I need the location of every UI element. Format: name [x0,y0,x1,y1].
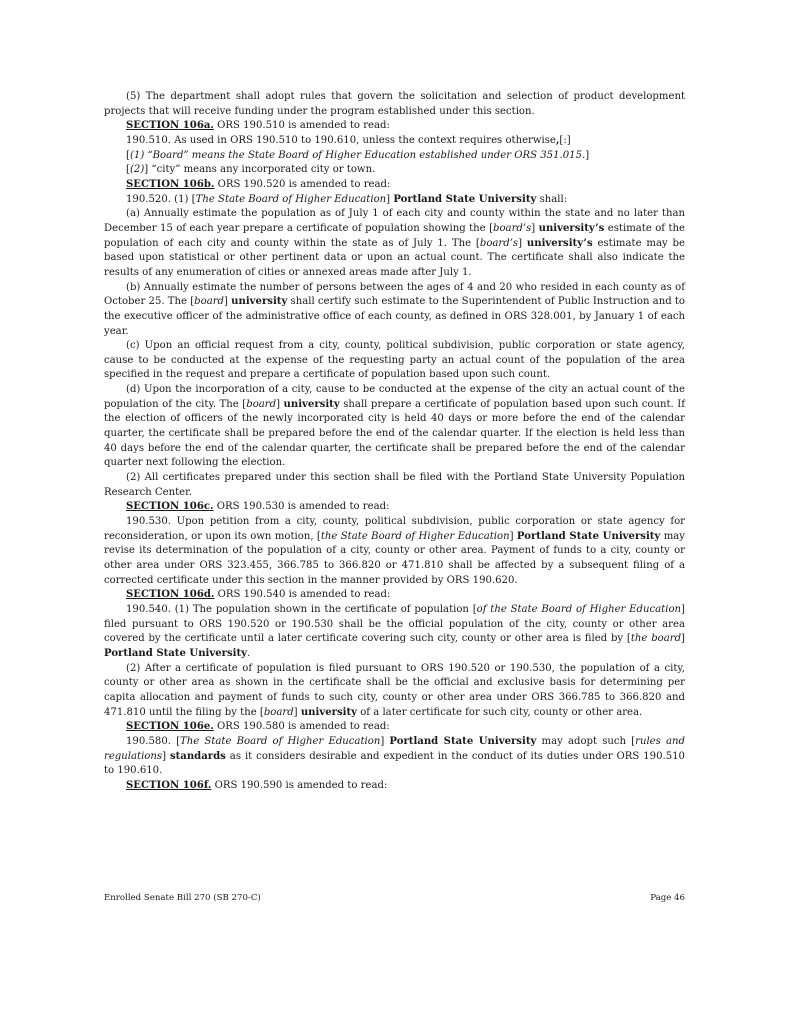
page-footer [104,893,685,903]
inserted-text: Portland State University [389,735,537,747]
text: 190.540. (1) The population shown in the certificate of population [ [126,603,477,615]
inserted-text: university’s [526,237,593,249]
text: may adopt such [ [536,735,636,747]
text: 190.580. [ [126,735,181,747]
inserted-text: Portland State University [393,193,537,205]
bill-name: Enrolled Senate Bill 270 (SB 270-C) [104,893,261,903]
text: may revise its determination of the population of a city, county or other area. Payment of funds to a city, county or other area under ORS 323.455, 366.785 to 366.820 or 471.810 shall be affected by a subsequent filing of a corrected certificate under this section in the manner provided by ORS 190.620. [104,530,685,586]
section-106e-intro: ORS 190.580 is amended to read: [213,721,390,733]
paragraph-190540-2: (2) After a certificate of population is filed pursuant to ORS 190.520 or 190.530, the population of a city, county or other area as shown in the certificate shall be the official and exclusive basis for determining per capita allocation and payment of funds to such city, county or other area under ORS 366.785 to 366.820 and 471.810 until the filing by the [board] university of a later certificate for such city, county or other area. [104,662,685,718]
section-106d-heading [104,588,685,603]
section-106b-heading [104,178,685,193]
deleted-text: the board [630,633,682,645]
paragraph-190520-a: (a) Annually estimate the population as of July 1 of each city and county within the state and no later than December 15 of each year prepare a certificate of population showing the [board’s] university’s estimate of the population of each city and county within the state as of July 1. The [board’s] university’s estimate may be based upon statistical or other pertinent data or upon an actual count. The certificate shall also indicate the results of any enumeration of cities or annexed areas made after July 1. [104,208,685,278]
paragraph-190520: 190.520. (1) [The State Board of Higher Education] Portland State University shall: [126,193,568,205]
deleted-text: The State Board of Higher Education [195,193,387,205]
text: 190.520. (1) [ [126,193,196,205]
text: [:] [559,134,571,146]
section-106c-heading [104,500,685,515]
section-106d-label: SECTION 106d. [126,589,215,601]
paragraph-190510: 190.510. As used in ORS 190.510 to 190.610, unless the context requires otherwise,[:] [126,134,571,146]
text: shall prepare a certificate of population based upon such count. If the election of officers of the newly incorporated city is held 40 days or more before the end of the calendar quarter, the certificate shall be prepared before the end of the calendar quarter. If the election is held less than 40 days before the end of the calendar quarter, the certificate shall be prepared before the end of the calendar quarter next following the election. [104,398,685,469]
deleted-text: of the State Board of Higher Education [476,603,682,615]
inserted-text: Portland State University [516,530,661,542]
section-106e-heading [104,720,685,735]
section-106f-heading [104,779,685,794]
inserted-text: Portland State University [104,647,248,659]
text: as it considers desirable and expedient in the conduct of its duties under ORS 190.510 to 190.610. [104,750,685,777]
text: (2) After a certificate of population is filed pursuant to ORS 190.520 or 190.530, the population of a city, county or other area as shown in the certificate shall be the official and exclusive basis for determining per capita allocation and payment of funds to such city, county or other area under ORS 366.785 to 366.820 and 471.810 until the filing by the [ [104,662,685,718]
paragraph-board-definition: [(1) “Board” means the State Board of Higher Education established under ORS 351.015.] [126,149,590,161]
section-106d-intro: ORS 190.540 is amended to read: [214,589,391,601]
paragraph-city-definition: [(2)] “city” means any incorporated city or town. [126,164,376,176]
section-106b-intro: ORS 190.520 is amended to read: [214,178,391,190]
deleted-text: board’s [493,222,532,234]
text: 190.530. Upon petition from a city, county, political subdivision, public corporation or state agency for reconsideration, or upon its own motion, [ [104,516,685,542]
inserted-text: standards [169,750,226,762]
section-106c-label: SECTION 106c. [126,501,214,513]
section-106a-heading [104,119,685,134]
text: (d) Upon the incorporation of a city, cause to be conducted at the expense of the city an actual count of the population of the city. The [ [104,384,685,410]
deleted-text: board [263,706,294,718]
section-106f-label: SECTION 106f. [126,779,212,791]
paragraph-190520-b: (b) Annually estimate the number of persons between the ages of 4 and 20 who resided in each county as of October 25. The [board] university shall certify such estimate to the Superintendent of Public Instruction and to the executive officer of the administrative office of each county, as defined in ORS 328.001, by January 1 of each year. [104,281,685,337]
paragraph-190530: 190.530. Upon petition from a city, county, political subdivision, public corporation or state agency for reconsideration, or upon its own motion, [the State Board of Higher Education] Portland State University may revise its determination of the population of a city, county or other area. Payment of funds to a city, county or other area under ORS 323.455, 366.785 to 366.820 or 471.810 shall be affected by a subsequent filing of a corrected certificate under this section in the manner provided by ORS 190.620. [104,516,685,586]
paragraph-190520-2: (2) All certificates prepared under this section shall be filed with the Portland State University Population Research Center. [104,472,685,498]
text: 190.510. As used in ORS 190.510 to 190.610, unless the context requires otherwise [126,134,556,146]
deleted-text: The State Board of Higher Education [180,735,381,747]
text: (b) Annually estimate the number of persons between the ages of 4 and 20 who resided in each county as of October 25. The [ [104,281,685,308]
deleted-text: board’s [479,237,519,249]
paragraph-product-development: (5) The department shall adopt rules that govern the solicitation and selection of product development projects that will receive funding under the program established under this section. [104,91,685,117]
inserted-text: university [283,398,340,410]
text: estimate of the population of each city and county within the state as of July 1. The [ [104,222,685,249]
inserted-text: university’s [538,222,605,234]
deleted-board-definition: (1) “Board” means the State Board of Higher Education established under ORS 351.015. [129,149,586,161]
inserted-text: university [231,296,288,308]
section-106b-label: SECTION 106b. [126,178,215,190]
deleted-text: board [246,398,277,410]
deleted-text: board [194,296,224,308]
text: ] filed pursuant to ORS 190.520 or 190.530 shall be the official population of the city, county or other area covered by the certificate until a later certificate covering such city, county or other area is filed by [ [104,603,685,645]
inserted-text: university [300,706,357,718]
text: (a) Annually estimate the population as of July 1 of each city and county within the state and no later than December 15 of each year prepare a certificate of population showing the [ [104,208,685,234]
section-106e-label: SECTION 106e. [126,721,214,733]
text: shall certify such estimate to the Superintendent of Public Instruction and to the executive officer of the administrative office of each county, as defined in ORS 328.001, by January 1 of each year. [104,296,685,337]
deleted-text: the State Board of Higher Education [320,530,510,542]
text: “city” means any incorporated city or town. [148,164,376,176]
paragraph-190540-1: 190.540. (1) The population shown in the certificate of population [of the State Board of Higher Education] filed pursuant to ORS 190.520 or 190.530 shall be the official population of the city, county or other area covered by the certificate until a later certificate covering such city, county or other area is filed by [the board] Portland State University. [104,603,685,659]
section-106a-label: SECTION 106a. [126,120,214,132]
paragraph-190520-c: (c) Upon an official request from a city, county, political subdivision, public corporation or state agency, cause to be conducted at the expense of the requesting party an actual count of the population of the area specified in the request and prepare a certificate of population based upon such count. [104,340,685,381]
section-106c-intro: ORS 190.530 is amended to read: [213,501,390,513]
text: estimate may be based upon statistical or other pertinent data or upon an actual count. The certificate shall also indicate the results of any enumeration of cities or annexed areas made after July 1. [104,237,685,278]
text: shall: [536,193,568,205]
deleted-text: rules and regulations [104,735,685,762]
paragraph-190520-d: (d) Upon the incorporation of a city, cause to be conducted at the expense of the city an actual count of the population of the city. The [board] university shall prepare a certificate of population based upon such count. If the election of officers of the newly incorporated city is held 40 days or more before the end of the calendar quarter, the certificate shall be prepared before the end of the calendar quarter. If the election is held less than 40 days before the end of the calendar quarter, the certificate shall be prepared before the end of the calendar quarter next following the election. [104,384,685,469]
text: of a later certificate for such city, county or other area. [357,706,643,718]
paragraph-190580: 190.580. [The State Board of Higher Education] Portland State University may adopt such [rules and regulations] standards as it considers desirable and expedient in the conduct of its duties under ORS 190.510 to 190.610. [104,735,685,777]
document-body [104,90,685,794]
deleted-number: (2) [129,164,145,176]
section-106a-intro: ORS 190.510 is amended to read: [213,120,390,132]
page-number: Page 46 [650,893,685,903]
section-106f-intro: ORS 190.590 is amended to read: [211,779,388,791]
